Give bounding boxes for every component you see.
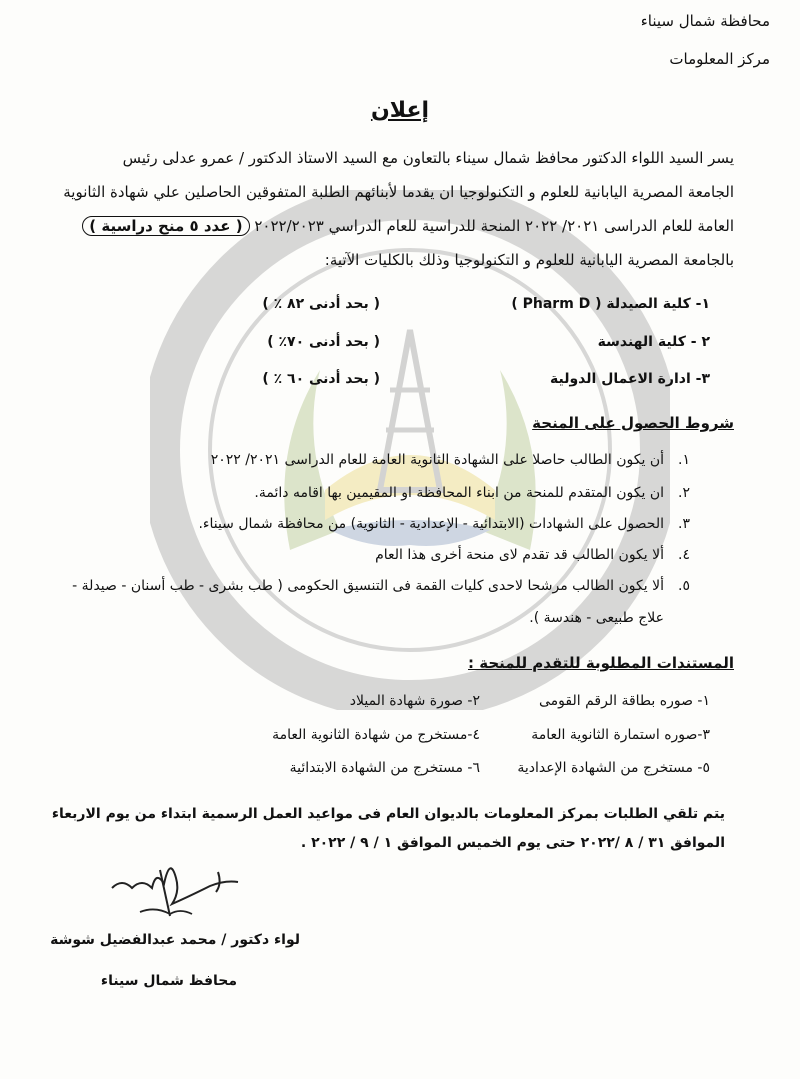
document-item-6: ٦- مستخرج من الشهادة الابتدائية: [289, 760, 480, 776]
condition-item-2: [254, 485, 690, 501]
condition-text: أن يكون الطالب حاصلا على الشهادة الثانوية العامة للعام الدراسى ٢٠٢١/ ٢٠٢٢: [210, 452, 664, 468]
handwritten-signature: [100, 848, 260, 928]
condition-number: ٢.: [678, 485, 690, 501]
document-item-1: ١- صوره بطاقة الرقم القومى: [539, 693, 710, 709]
condition-text: الحصول على الشهادات (الابتدائية - الإعدادية - الثانوية) من محافظة شمال سيناء.: [198, 516, 664, 532]
condition-text: ألا يكون الطالب قد تقدم لاى منحة أخرى هذا العام: [375, 547, 664, 563]
conditions-heading: شروط الحصول على المنحة: [532, 414, 734, 432]
document-item-4: ٤-مستخرج من شهادة الثانوية العامة: [272, 727, 480, 743]
faculty-engineering: ٢ - كلية الهندسة: [597, 334, 710, 350]
condition-item-3: [198, 516, 690, 532]
condition-item-4: [375, 547, 690, 563]
intro-line-1: يسر السيد اللواء الدكتور محافظ شمال سيناء بالتعاون مع السيد الاستاذ الدكتور / عمرو عدلى رئيس: [122, 149, 734, 167]
documents-heading: المستندات المطلوبة للتقدم للمنحة :: [468, 654, 734, 672]
condition-number: ٤.: [678, 547, 690, 563]
intro-line-3: [82, 210, 734, 242]
intro-line-4: بالجامعة المصرية اليابانية للعلوم و التكنولوجيا وذلك بالكليات الآتية:: [324, 251, 734, 269]
faculty-pharmacy: ١- كلية الصيدلة ( Pharm D ): [511, 296, 710, 312]
condition-text: ان يكون المتقدم للمنحة من ابناء المحافظة او المقيمين بها اقامه دائمة.: [254, 485, 664, 501]
faculty-engineering-min: ( بحد أدنى ٧٠٪ ): [267, 334, 380, 350]
signatory-position: محافظ شمال سيناء: [100, 973, 237, 989]
application-notice-line-1: يتم تلقي الطلبات بمركز المعلومات بالديوان العام فى مواعيد العمل الرسمية ابتداء من يوم الاربعاء: [51, 806, 725, 822]
document-item-3: ٣-صوره استمارة الثانوية العامة: [531, 727, 710, 743]
document-item-5: ٥- مستخرج من الشهادة الإعدادية: [517, 760, 710, 776]
document-item-2: ٢- صورة شهادة الميلاد: [349, 693, 480, 709]
application-notice-line-2: الموافق ٣١ / ٨ /٢٠٢٢ حتى يوم الخميس الموافق ١ / ٩ / ٢٠٢٢ .: [300, 835, 725, 851]
scholarship-count-badge: ( عدد ٥ منح دراسية ): [82, 216, 249, 236]
condition-number: ٥.: [678, 578, 690, 594]
page-title: إعلان: [370, 98, 430, 123]
condition-item-1: [211, 452, 690, 468]
intro-line-2: الجامعة المصرية اليابانية للعلوم و التكنولوجيا ان يقدما لأبنائهم الطلبة المتفوقين الحاصلين علي شهادة الثانوية: [63, 183, 734, 201]
condition-item-5: [72, 578, 690, 594]
condition-item-5-continuation: علاج طبيعى - هندسة ).: [529, 610, 664, 626]
signatory-name: لواء دكتور / محمد عبدالفضيل شوشة: [50, 932, 300, 948]
information-center: مركز المعلومات: [669, 50, 770, 68]
intro-line-3-text: العامة للعام الدراسى ٢٠٢١/ ٢٠٢٢ المنحة للدراسية للعام الدراسي ٢٠٢٢/٢٠٢٣: [254, 217, 734, 235]
faculty-business-min: ( بحد أدنى ٦٠ ٪ ): [262, 371, 380, 387]
condition-number: ١.: [678, 452, 690, 468]
faculty-pharmacy-min: ( بحد أدنى ٨٢ ٪ ): [262, 296, 380, 312]
condition-text: ألا يكون الطالب مرشحا لاحدى كليات القمة فى التنسيق الحكومى ( طب بشرى - طب أسنان - صيدلة -: [72, 578, 664, 594]
faculty-business: ٣- ادارة الاعمال الدولية: [550, 371, 710, 387]
condition-number: ٣.: [678, 516, 690, 532]
governorate-name: محافظة شمال سيناء: [640, 12, 770, 30]
